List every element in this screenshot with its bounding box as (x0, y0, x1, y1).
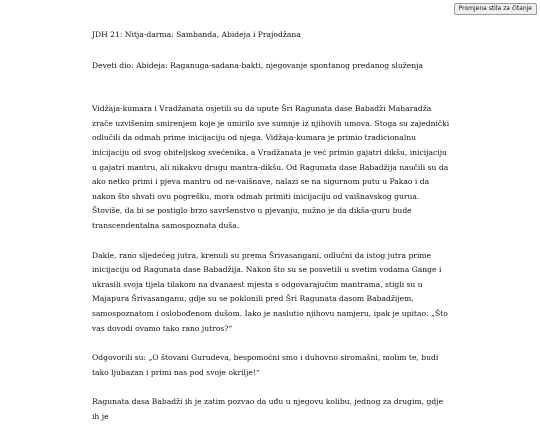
document-body (92, 28, 452, 439)
paragraph: Odgovorili su: „O štovani Gurudeva, bespomoćni smo i duhovno siromašni, molim te, budi tako ljubazan i primi nas pod svoje okrilje!“ (92, 353, 439, 377)
document-title: JDH 21: Nitja-darma: Sambanda, Abideja i Prajodžana (92, 30, 301, 39)
document-subtitle: Deveti dio: Abideja: Raganuga-sadana-bakti, njegovanje spontanog predanog služenja (92, 60, 423, 70)
paragraph: Ragunata dasa Babadži ih je zatim pozvao da uđu u njegovu kolibu, jednog za drugim, gdje ih je (92, 397, 444, 421)
reading-style-toggle-button[interactable]: Promjena stila za čitanje (454, 3, 537, 15)
paragraph: Dakle, rano sljedećeg jutra, krenuli su prema Šrivasangani, odlučni da istog jutra prime inicijaciju od Ragunata dase Babadžija. Nakon što su se posvetili u svetim vodama Gange i ukrasili svoja tijela tilakom na dvanaest mjesta s odgovarajućim mantrama, stigli su u Majapura Šrivasanganu, gdje su se poklonili pred Šri Ragunata dasom Babadžijem, samospoznatom i oslobođenom dušom. Iako je naslutio njihovu namjeru, ipak je upitao: „Što vas dovodi ovamo tako rano jutros?“ (92, 250, 448, 333)
paragraph: Vidžaja-kumara i Vradžanata osjetili su da upute Šri Ragunata dase Babadži Maharadža zrače uzvišenim smirenjem koje je umirilo sve sumnje iz njihovih umova. Stoga su zajednički odlučili da odmah prime inicijaciju od njega. Vidžaja-kumara je primio tradicionalnu inicijaciju od svog obiteljskog svećenika, a Vradžanata je već primio gajatri dikšu, inicijaciju u gajatri mantru, ali nikakvu drugu mantra-dikšu. Od Ragunata dase Babadžija naučili su da ako netko primi i pjeva mantru od ne-vaišnave, nalazi se na sigurnom putu u Pakao i da nakon što shvati ovu pogrešku, mora odmah primiti inicijaciju od vaišnavskog gurua. Štoviše, da bi se postiglo brzo savršenstvo u pjevanju, nužno je da dikša-guru bude transcendentalna samospoznata duša. (92, 104, 450, 230)
